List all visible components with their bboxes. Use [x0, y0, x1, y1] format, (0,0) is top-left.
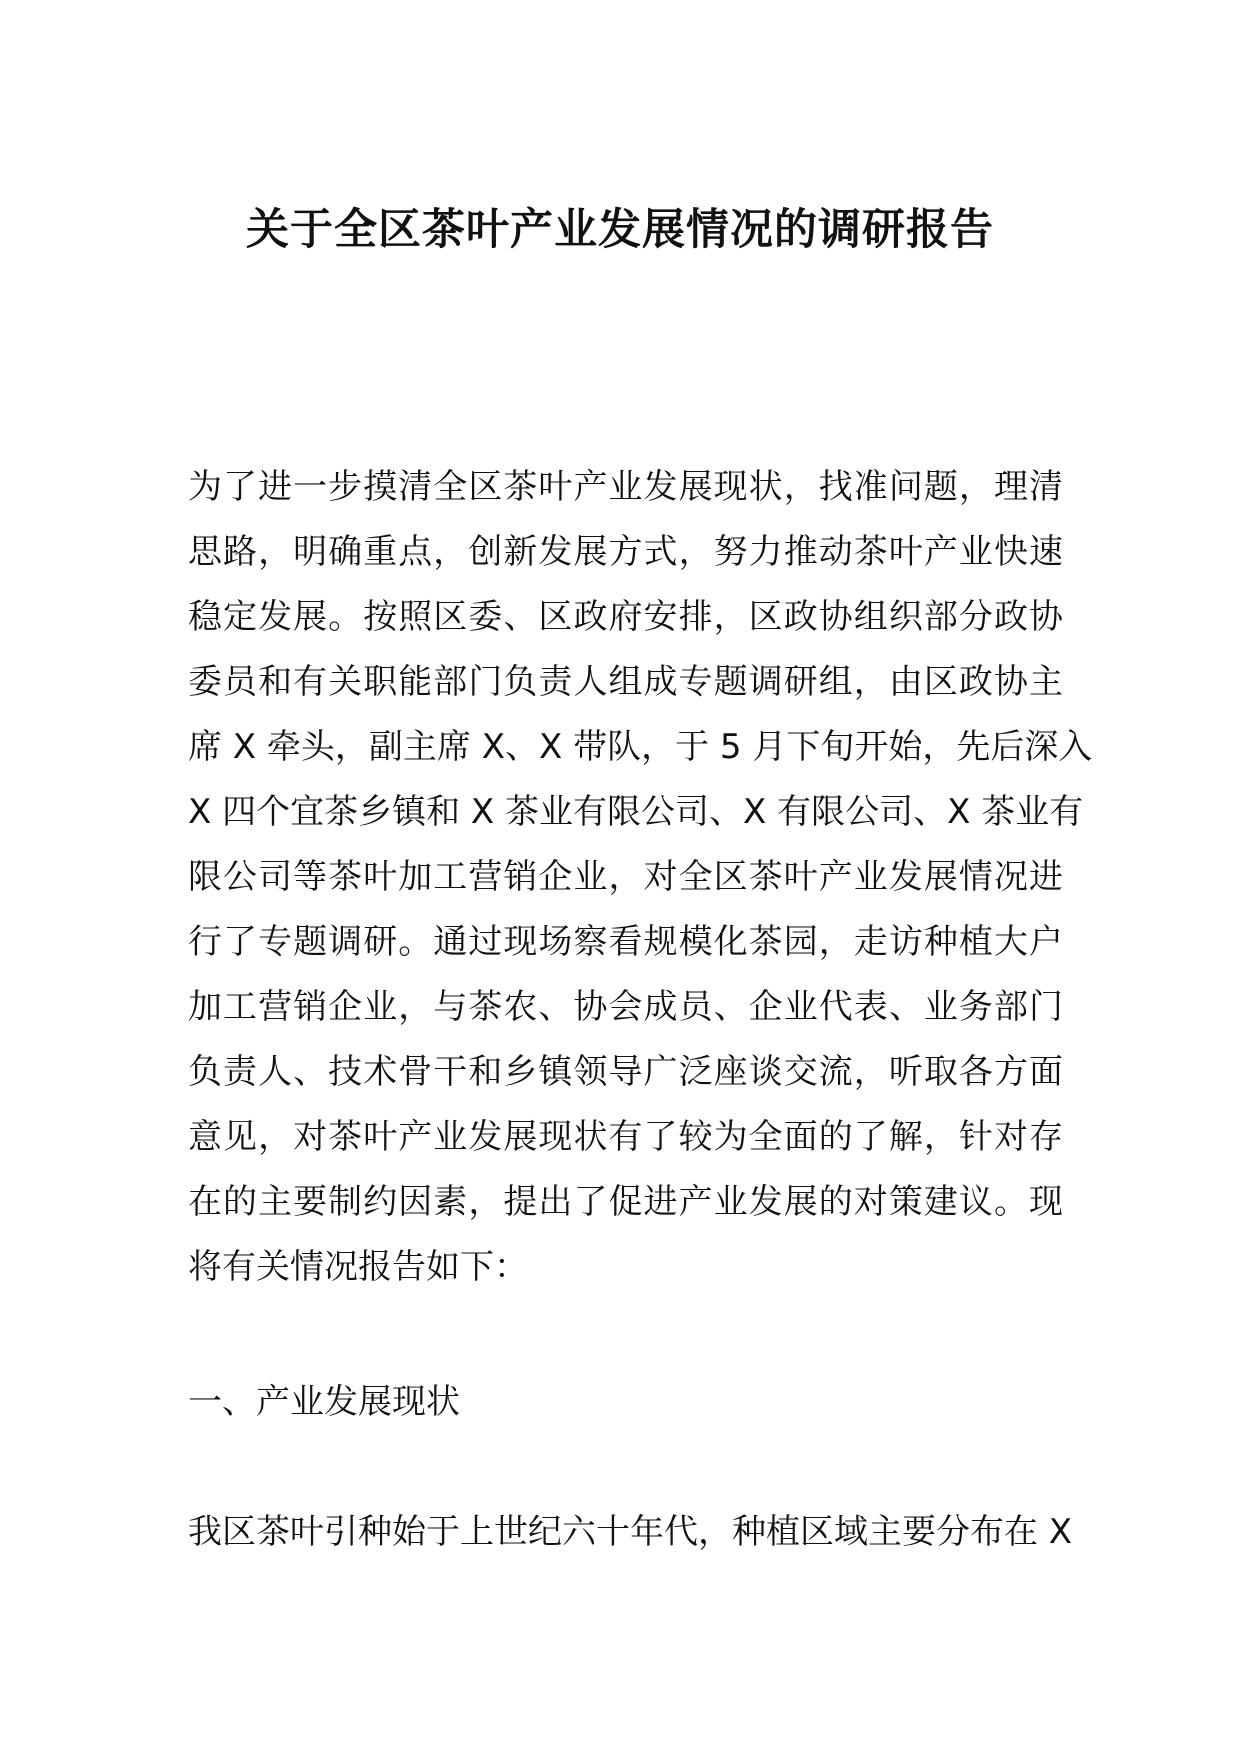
intro-line: 限公司等茶叶加工营销企业，对全区茶叶产业发展情况进 — [188, 857, 1063, 897]
intro-line: 稳定发展。按照区委、区政府安排，区政协组织部分政协 — [188, 597, 1063, 637]
intro-line: 思路，明确重点，创新发展方式，努力推动茶叶产业快速 — [188, 532, 1063, 572]
section-heading — [188, 1370, 1063, 1435]
intro-line: 意见，对茶叶产业发展现状有了较为全面的了解，针对存 — [188, 1117, 1063, 1157]
document-title: 关于全区茶叶产业发展情况的调研报告 — [246, 205, 994, 255]
intro-line: 将有关情况报告如下： — [188, 1247, 528, 1287]
section-paragraph — [188, 1500, 1073, 1565]
intro-line: 在的主要制约因素，提出了促进产业发展的对策建议。现 — [188, 1182, 1063, 1222]
section-para-line: 我区茶叶引种始于上世纪六十年代，种植区域主要分布在 X — [188, 1512, 1073, 1552]
section-heading-text: 一、产业发展现状 — [188, 1382, 460, 1422]
intro-line: 席 X 牵头，副主席 X、X 带队，于 5 月下旬开始，先后深入 — [188, 727, 1093, 767]
intro-line: 为了进一步摸清全区茶叶产业发展现状，找准问题，理清 — [188, 467, 1063, 507]
intro-line: 加工营销企业，与茶农、协会成员、企业代表、业务部门 — [188, 987, 1063, 1027]
intro-line: 委员和有关职能部门负责人组成专题调研组，由区政协主 — [188, 662, 1063, 702]
intro-line: X 四个宜茶乡镇和 X 茶业有限公司、X 有限公司、X 茶业有 — [188, 792, 1084, 832]
intro-line: 负责人、技术骨干和乡镇领导广泛座谈交流，听取各方面 — [188, 1052, 1063, 1092]
intro-paragraph — [188, 455, 1093, 1300]
intro-line: 行了专题调研。通过现场察看规模化茶园，走访种植大户 — [188, 922, 1063, 962]
